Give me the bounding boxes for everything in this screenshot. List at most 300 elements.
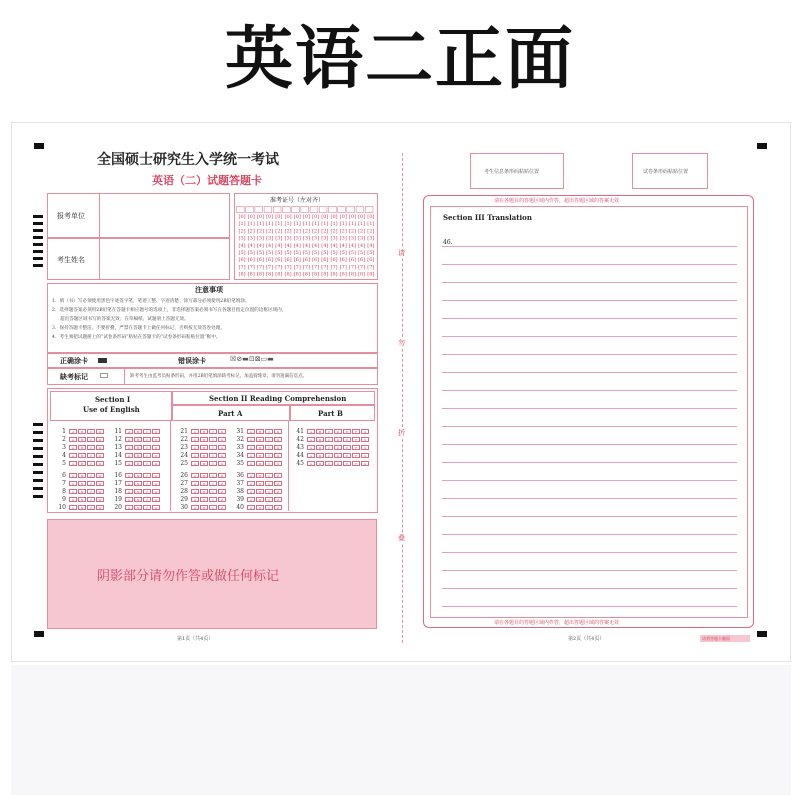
option-bubble[interactable]: F	[352, 429, 360, 434]
option-bubble[interactable]: A	[191, 473, 199, 478]
option-bubble[interactable]: D	[274, 505, 282, 510]
option-bubble[interactable]: B	[200, 453, 208, 458]
option-bubble[interactable]: A	[191, 437, 199, 442]
option-bubble[interactable]: B	[256, 481, 264, 486]
option-bubble[interactable]: C	[209, 445, 217, 450]
part-a-label: Part A	[218, 409, 243, 418]
question-row[interactable]	[176, 427, 227, 435]
question-row[interactable]	[232, 495, 283, 503]
digit-bubble: [3]	[321, 235, 329, 242]
digit-bubble: [2]	[348, 228, 356, 235]
option-bubble[interactable]: D	[218, 505, 226, 510]
option-bubble[interactable]: C	[265, 489, 273, 494]
question-row[interactable]	[54, 443, 105, 451]
question-row[interactable]	[176, 451, 227, 459]
option-bubble[interactable]: B	[134, 473, 142, 478]
option-bubble[interactable]: C	[209, 461, 217, 466]
option-bubble[interactable]: A	[307, 461, 315, 466]
option-bubble[interactable]: D	[274, 453, 282, 458]
page2-footer: 第2页（共4页）	[568, 636, 605, 642]
question-row[interactable]	[232, 435, 283, 443]
digit-bubble: [6]	[302, 257, 310, 264]
option-bubble[interactable]: A	[247, 461, 255, 466]
timing-marks	[33, 423, 43, 503]
option-bubble[interactable]: B	[78, 481, 86, 486]
option-bubble[interactable]: A	[307, 445, 315, 450]
option-bubble[interactable]: C	[209, 497, 217, 502]
option-bubble[interactable]: C	[143, 505, 151, 510]
question-row[interactable]	[54, 495, 105, 503]
question-row[interactable]	[232, 427, 283, 435]
option-bubble[interactable]: B	[78, 429, 86, 434]
option-bubble[interactable]: C	[143, 445, 151, 450]
option-bubble[interactable]: A	[191, 453, 199, 458]
option-bubble[interactable]: D	[218, 489, 226, 494]
option-bubble[interactable]: D	[274, 437, 282, 442]
option-bubble[interactable]: F	[352, 445, 360, 450]
option-bubble[interactable]: G	[361, 429, 369, 434]
digit-bubble: [8]	[321, 271, 329, 278]
question-row[interactable]	[292, 443, 370, 451]
option-bubble[interactable]: A	[125, 437, 133, 442]
option-bubble[interactable]: C	[209, 505, 217, 510]
question-row[interactable]	[176, 435, 227, 443]
question-row[interactable]	[232, 443, 283, 451]
question-number: 45	[296, 459, 304, 467]
digit-bubble: [2]	[293, 228, 301, 235]
option-bubble[interactable]: B	[316, 445, 324, 450]
option-bubble[interactable]: C	[143, 453, 151, 458]
option-bubble[interactable]: A	[191, 497, 199, 502]
option-bubble[interactable]: D	[334, 437, 342, 442]
option-bubble[interactable]: D	[96, 489, 104, 494]
option-bubble[interactable]: C	[209, 429, 217, 434]
option-bubble[interactable]: B	[78, 505, 86, 510]
option-bubble[interactable]: C	[209, 481, 217, 486]
question-row[interactable]	[54, 487, 105, 495]
digit-bubble: [0]	[339, 214, 347, 220]
digit-bubble: [6]	[284, 257, 292, 264]
option-bubble[interactable]: D	[96, 497, 104, 502]
digit-entry-box	[365, 207, 373, 213]
question-row[interactable]	[292, 459, 370, 467]
question-row[interactable]	[232, 451, 283, 459]
option-bubble[interactable]: B	[200, 481, 208, 486]
option-bubble[interactable]: D	[96, 461, 104, 466]
option-bubble[interactable]: B	[134, 505, 142, 510]
option-bubble[interactable]: C	[265, 497, 273, 502]
question-row[interactable]	[176, 503, 227, 511]
option-bubble[interactable]: D	[152, 473, 160, 478]
corner-marker	[757, 631, 767, 637]
question-row[interactable]	[176, 459, 227, 467]
option-bubble[interactable]: A	[247, 429, 255, 434]
option-bubble[interactable]: C	[325, 429, 333, 434]
option-bubble[interactable]: E	[343, 453, 351, 458]
option-bubble[interactable]: A	[69, 481, 77, 486]
option-bubble[interactable]: D	[218, 429, 226, 434]
option-bubble[interactable]: A	[307, 453, 315, 458]
option-bubble[interactable]: A	[307, 437, 315, 442]
option-bubble[interactable]: C	[325, 437, 333, 442]
option-bubble[interactable]: D	[152, 445, 160, 450]
question-row[interactable]	[232, 479, 283, 487]
option-bubble[interactable]: B	[256, 489, 264, 494]
option-bubble[interactable]: C	[87, 481, 95, 486]
option-bubble[interactable]: A	[69, 445, 77, 450]
option-bubble[interactable]: D	[218, 445, 226, 450]
digit-bubble: [5]	[358, 250, 366, 256]
option-bubble[interactable]: D	[218, 497, 226, 502]
digit-bubble: [2]	[256, 228, 264, 235]
option-bubble[interactable]: A	[69, 461, 77, 466]
option-bubble[interactable]: D	[218, 481, 226, 486]
option-bubble[interactable]: D	[96, 429, 104, 434]
question-number: 17	[114, 479, 122, 487]
option-bubble[interactable]: F	[352, 461, 360, 466]
question-number: 31	[236, 427, 244, 435]
option-bubble[interactable]: B	[200, 497, 208, 502]
question-row[interactable]	[110, 487, 161, 495]
question-number: 15	[114, 459, 122, 467]
question-number: 2	[62, 435, 66, 443]
section2-title: Section II Reading Comprehension	[209, 394, 347, 403]
option-bubble[interactable]: A	[125, 505, 133, 510]
option-bubble[interactable]: B	[134, 437, 142, 442]
option-bubble[interactable]: C	[87, 429, 95, 434]
option-bubble[interactable]: D	[218, 453, 226, 458]
question-number: 6	[62, 471, 66, 479]
digit-bubble: [1]	[312, 221, 320, 228]
option-bubble[interactable]: D	[96, 445, 104, 450]
option-bubble[interactable]: B	[256, 429, 264, 434]
digit-bubble: [0]	[293, 214, 301, 220]
option-bubble[interactable]: D	[96, 473, 104, 478]
page1-footer: 第1页（共4页）	[177, 636, 214, 642]
question-row[interactable]	[176, 495, 227, 503]
question-number: 8	[62, 487, 66, 495]
option-bubble[interactable]: D	[152, 481, 160, 486]
option-bubble[interactable]: C	[265, 505, 273, 510]
option-bubble[interactable]: A	[191, 461, 199, 466]
option-bubble[interactable]: C	[209, 437, 217, 442]
question-row[interactable]	[232, 487, 283, 495]
question-row[interactable]	[110, 503, 161, 511]
question-row[interactable]	[110, 443, 161, 451]
digit-bubble: [0]	[348, 214, 356, 220]
digit-bubble: [6]	[275, 257, 283, 264]
option-bubble[interactable]: D	[334, 445, 342, 450]
option-bubble[interactable]: C	[143, 481, 151, 486]
option-bubble[interactable]: C	[209, 473, 217, 478]
question-row[interactable]	[176, 443, 227, 451]
question-number: 3	[62, 443, 66, 451]
option-bubble[interactable]: A	[69, 453, 77, 458]
option-bubble[interactable]: D	[96, 505, 104, 510]
digit-bubble: [6]	[321, 257, 329, 264]
option-bubble[interactable]: D	[152, 437, 160, 442]
option-bubble[interactable]: B	[256, 445, 264, 450]
option-bubble[interactable]: C	[143, 497, 151, 502]
option-bubble[interactable]: C	[265, 453, 273, 458]
option-bubble[interactable]: D	[96, 453, 104, 458]
question-row[interactable]	[232, 503, 283, 511]
option-bubble[interactable]: E	[343, 461, 351, 466]
option-bubble[interactable]: C	[265, 445, 273, 450]
option-bubble[interactable]: B	[256, 497, 264, 502]
exam-number-label: 准考证号（左对齐）	[270, 197, 325, 204]
option-bubble[interactable]: B	[316, 437, 324, 442]
option-bubble[interactable]: C	[87, 437, 95, 442]
option-bubble[interactable]: D	[334, 461, 342, 466]
option-bubble[interactable]: C	[325, 461, 333, 466]
option-bubble[interactable]: A	[125, 461, 133, 466]
option-bubble[interactable]: A	[125, 481, 133, 486]
option-bubble[interactable]: D	[152, 461, 160, 466]
option-bubble[interactable]: B	[256, 461, 264, 466]
option-bubble[interactable]: B	[256, 453, 264, 458]
question-row[interactable]	[110, 479, 161, 487]
option-bubble[interactable]: D	[96, 481, 104, 486]
option-bubble[interactable]: A	[247, 445, 255, 450]
option-bubble[interactable]: C	[87, 489, 95, 494]
option-bubble[interactable]: D	[274, 489, 282, 494]
option-bubble[interactable]: C	[87, 505, 95, 510]
option-bubble[interactable]: A	[69, 489, 77, 494]
option-bubble[interactable]: D	[274, 481, 282, 486]
option-bubble[interactable]: D	[274, 497, 282, 502]
option-bubble[interactable]: F	[352, 453, 360, 458]
digit-bubble: [1]	[284, 221, 292, 228]
digit-bubble: [3]	[302, 235, 310, 242]
question-row[interactable]	[232, 459, 283, 467]
option-bubble[interactable]: A	[125, 429, 133, 434]
digit-bubble: [2]	[284, 228, 292, 235]
digit-bubble: [1]	[238, 221, 246, 228]
question-row[interactable]	[110, 459, 161, 467]
question-row[interactable]	[110, 495, 161, 503]
option-bubble[interactable]: B	[78, 461, 86, 466]
option-bubble[interactable]: A	[125, 489, 133, 494]
option-bubble[interactable]: G	[361, 437, 369, 442]
question-row[interactable]	[54, 471, 105, 479]
option-bubble[interactable]: A	[247, 497, 255, 502]
option-bubble[interactable]: A	[191, 489, 199, 494]
question-row[interactable]	[176, 479, 227, 487]
question-row[interactable]	[54, 451, 105, 459]
option-bubble[interactable]: D	[218, 473, 226, 478]
digit-bubble: [7]	[247, 264, 255, 271]
digit-entry-box	[338, 207, 346, 213]
option-bubble[interactable]: C	[143, 489, 151, 494]
barcode-label-1: 考生信息条形码粘贴位置	[484, 169, 540, 175]
option-bubble[interactable]: D	[96, 437, 104, 442]
option-bubble[interactable]: B	[134, 445, 142, 450]
option-bubble[interactable]: D	[274, 461, 282, 466]
option-bubble[interactable]: C	[87, 453, 95, 458]
option-bubble[interactable]: B	[316, 461, 324, 466]
option-bubble[interactable]: B	[134, 461, 142, 466]
option-bubble[interactable]: C	[143, 461, 151, 466]
option-bubble[interactable]: A	[69, 429, 77, 434]
option-bubble[interactable]: C	[143, 429, 151, 434]
option-bubble[interactable]: B	[200, 489, 208, 494]
digit-bubble: [3]	[339, 235, 347, 242]
side-char: 折	[398, 429, 405, 437]
option-bubble[interactable]: B	[256, 437, 264, 442]
question-row[interactable]	[292, 435, 370, 443]
option-bubble[interactable]: A	[125, 473, 133, 478]
question-row[interactable]	[110, 427, 161, 435]
option-bubble[interactable]: E	[343, 445, 351, 450]
option-bubble[interactable]: A	[247, 489, 255, 494]
digit-bubble: [0]	[266, 214, 274, 220]
option-bubble[interactable]: C	[209, 489, 217, 494]
question-row[interactable]	[110, 435, 161, 443]
option-bubble[interactable]: A	[247, 505, 255, 510]
option-bubble[interactable]: B	[200, 437, 208, 442]
digit-bubble: [5]	[284, 250, 292, 256]
digit-bubble: [1]	[321, 221, 329, 228]
option-bubble[interactable]: G	[361, 461, 369, 466]
option-bubble[interactable]: B	[200, 473, 208, 478]
option-bubble[interactable]: C	[265, 437, 273, 442]
option-bubble[interactable]: C	[143, 437, 151, 442]
option-bubble[interactable]: B	[134, 429, 142, 434]
option-bubble[interactable]: D	[218, 437, 226, 442]
option-bubble[interactable]: C	[143, 473, 151, 478]
option-bubble[interactable]: B	[134, 453, 142, 458]
option-bubble[interactable]: D	[152, 429, 160, 434]
option-bubble[interactable]: A	[69, 437, 77, 442]
option-bubble[interactable]: D	[334, 429, 342, 434]
digit-bubble: [4]	[358, 242, 366, 249]
option-bubble[interactable]: D	[152, 497, 160, 502]
option-bubble[interactable]: D	[218, 461, 226, 466]
option-bubble[interactable]: A	[69, 473, 77, 478]
option-bubble[interactable]: B	[316, 453, 324, 458]
digit-bubble: [6]	[293, 257, 301, 264]
option-bubble[interactable]: E	[343, 437, 351, 442]
question-row[interactable]	[292, 427, 370, 435]
option-bubble[interactable]: A	[307, 429, 315, 434]
option-bubble[interactable]: C	[265, 429, 273, 434]
option-bubble[interactable]: A	[191, 481, 199, 486]
option-bubble[interactable]: B	[200, 429, 208, 434]
digit-bubble: [4]	[293, 242, 301, 249]
digit-bubble: [3]	[238, 235, 246, 242]
option-bubble[interactable]: A	[125, 445, 133, 450]
question-number: 7	[62, 479, 66, 487]
question-row[interactable]	[54, 435, 105, 443]
option-bubble[interactable]: A	[125, 453, 133, 458]
digit-bubble: [3]	[330, 235, 338, 242]
option-bubble[interactable]: E	[343, 429, 351, 434]
option-bubble[interactable]: C	[325, 453, 333, 458]
option-bubble[interactable]: A	[69, 505, 77, 510]
option-bubble[interactable]: G	[361, 445, 369, 450]
option-bubble[interactable]: B	[316, 429, 324, 434]
question-row[interactable]	[176, 487, 227, 495]
option-bubble[interactable]: C	[87, 497, 95, 502]
option-bubble[interactable]: B	[134, 481, 142, 486]
option-bubble[interactable]: C	[265, 461, 273, 466]
option-bubble[interactable]: B	[256, 473, 264, 478]
option-bubble[interactable]: B	[78, 445, 86, 450]
option-bubble[interactable]: D	[274, 445, 282, 450]
option-bubble[interactable]: D	[152, 453, 160, 458]
option-bubble[interactable]: A	[247, 453, 255, 458]
question-number: 11	[114, 427, 122, 435]
digit-bubble: [7]	[275, 264, 283, 271]
option-bubble[interactable]: A	[191, 429, 199, 434]
absent-checkbox[interactable]	[100, 373, 108, 378]
exam-number-bubbles[interactable]	[236, 206, 376, 278]
option-bubble[interactable]: C	[209, 453, 217, 458]
question-row[interactable]	[176, 471, 227, 479]
question-number: 44	[296, 451, 304, 459]
option-bubble[interactable]: D	[334, 453, 342, 458]
digit-bubble: [0]	[321, 214, 329, 220]
option-bubble[interactable]: D	[152, 489, 160, 494]
option-bubble[interactable]: B	[78, 453, 86, 458]
writing-lines[interactable]	[442, 246, 737, 624]
option-bubble[interactable]: B	[134, 497, 142, 502]
option-bubble[interactable]: D	[274, 473, 282, 478]
option-bubble[interactable]: D	[152, 505, 160, 510]
question-row[interactable]	[54, 503, 105, 511]
option-bubble[interactable]: D	[274, 429, 282, 434]
option-bubble[interactable]: B	[78, 473, 86, 478]
option-bubble[interactable]: B	[134, 489, 142, 494]
option-bubble[interactable]: F	[352, 437, 360, 442]
option-bubble[interactable]: B	[256, 505, 264, 510]
option-bubble[interactable]: C	[87, 461, 95, 466]
option-bubble[interactable]: C	[87, 473, 95, 478]
question-row[interactable]	[232, 471, 283, 479]
option-bubble[interactable]: B	[78, 437, 86, 442]
option-bubble[interactable]: A	[125, 497, 133, 502]
option-bubble[interactable]: A	[247, 437, 255, 442]
digit-bubble: [2]	[367, 228, 375, 235]
question-row[interactable]	[292, 451, 370, 459]
option-bubble[interactable]: C	[265, 481, 273, 486]
question-row[interactable]	[54, 459, 105, 467]
option-bubble[interactable]: C	[87, 445, 95, 450]
option-bubble[interactable]: A	[69, 497, 77, 502]
digit-bubble: [5]	[302, 250, 310, 256]
digit-bubble: [2]	[312, 228, 320, 235]
option-bubble[interactable]: C	[325, 445, 333, 450]
option-bubble[interactable]: G	[361, 453, 369, 458]
option-bubble[interactable]: A	[247, 473, 255, 478]
option-bubble[interactable]: C	[265, 473, 273, 478]
option-bubble[interactable]: A	[191, 445, 199, 450]
option-bubble[interactable]: A	[247, 481, 255, 486]
option-bubble[interactable]: B	[200, 461, 208, 466]
digit-bubble: [7]	[266, 264, 274, 271]
question-row[interactable]	[54, 479, 105, 487]
option-bubble[interactable]: B	[78, 489, 86, 494]
option-bubble[interactable]: B	[78, 497, 86, 502]
option-bubble[interactable]: B	[200, 505, 208, 510]
question-number: 33	[236, 443, 244, 451]
question-row[interactable]	[54, 427, 105, 435]
question-row[interactable]	[110, 471, 161, 479]
option-bubble[interactable]: B	[200, 445, 208, 450]
option-bubble[interactable]: A	[191, 505, 199, 510]
question-row[interactable]	[110, 451, 161, 459]
